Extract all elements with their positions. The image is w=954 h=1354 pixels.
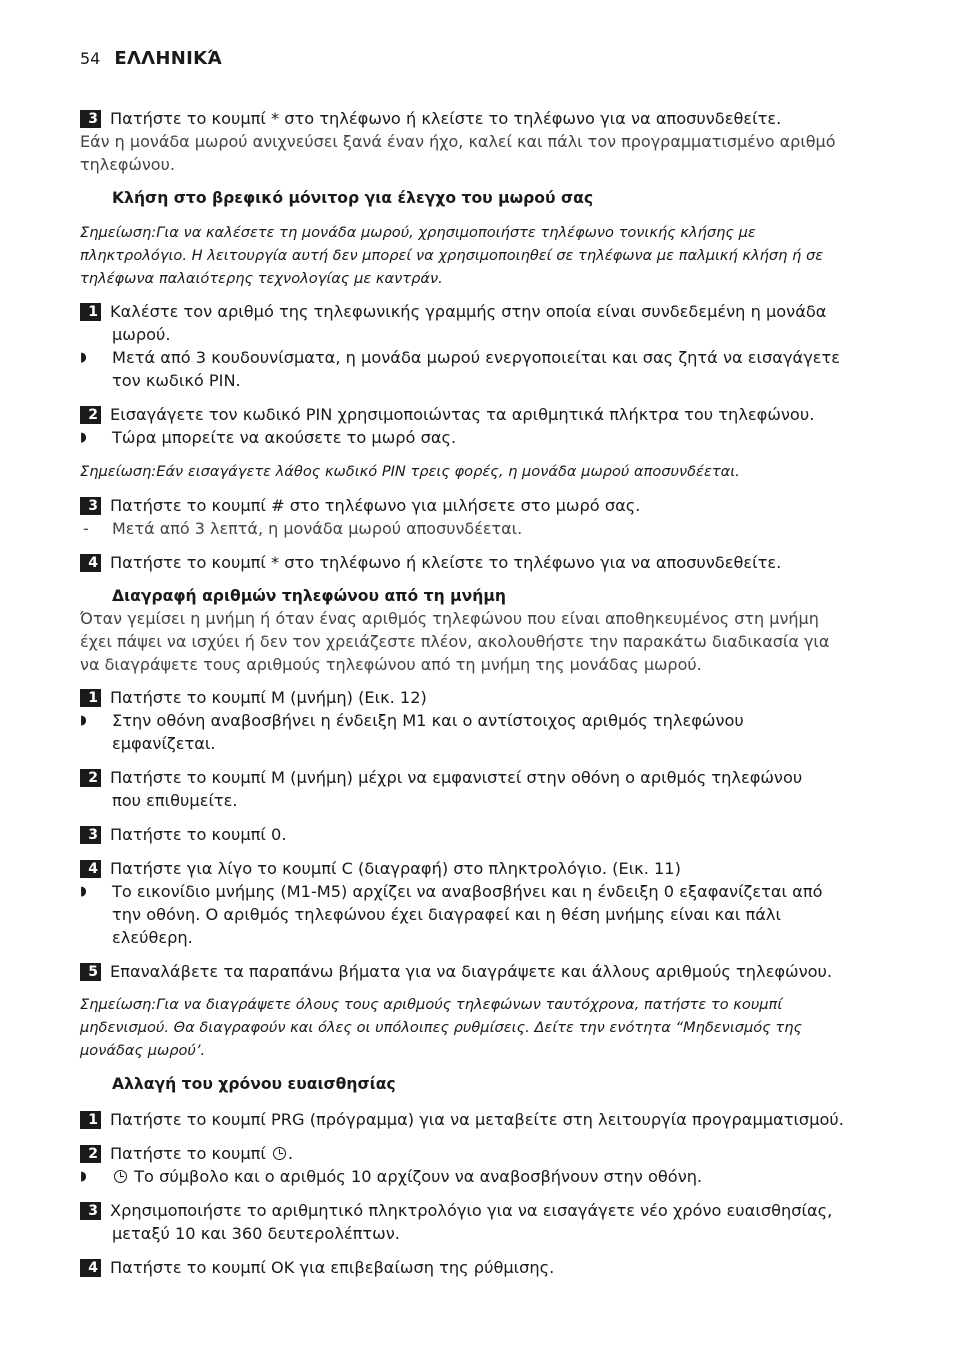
paragraph-line: να διαγράψετε τους αριθμούς τηλεφώνου από τη μνήμη της μονάδας μωρού. [80, 655, 702, 674]
step-text: Πατήστε το κουμπί * στο τηλέφωνο ή κλείστε το τηλέφωνο για να αποσυνδεθείτε. [110, 109, 782, 128]
call-step-4 [80, 551, 900, 574]
step-text: Πατήστε το κουμπί PRG (πρόγραμμα) για να μεταβείτε στη λειτουργία προγραμματισμού. [110, 1110, 844, 1129]
bullet-text: τον κωδικό PIN. [112, 371, 241, 390]
step-text: Πατήστε για λίγο το κουμπί C (διαγραφή) στο πληκτρολόγιο. (Εικ. 11) [110, 859, 681, 878]
step-text: μεταξύ 10 και 360 δευτερολέπτων. [112, 1224, 400, 1243]
step-text: Εισαγάγετε τον κωδικό PIN χρησιμοποιώντας τα αριθμητικά πλήκτρα του τηλεφώνου. [110, 405, 815, 424]
note-pin: Σημείωση:Εάν εισαγάγετε λάθος κωδικό PIN τρεις φορές, η μονάδα μωρού αποσυνδέεται. [80, 463, 740, 480]
delete-step-4 [80, 857, 900, 949]
dash-text: Μετά από 3 λεπτά, η μονάδα μωρού αποσυνδέεται. [112, 519, 523, 538]
call-step-2 [80, 403, 900, 449]
bullet-text: Το εικονίδιο μνήμης (M1-M5) αρχίζει να αναβοσβήνει και η ένδειξη 0 εξαφανίζεται από [112, 882, 823, 901]
note-delete-all [80, 993, 900, 1062]
step-text: Πατήστε το κουμπί [110, 1144, 266, 1163]
bullet-arrow-icon: ◗ [80, 884, 87, 899]
bullet-text: Μετά από 3 κουδουνίσματα, η μονάδα μωρού ενεργοποιείται και σας ζητά να εισαγάγετε [112, 348, 841, 367]
step-number-badge: 3 [80, 110, 101, 128]
step-number-badge: 1 [80, 303, 101, 321]
step-number-badge: 5 [80, 963, 101, 981]
section-heading-delete: Διαγραφή αριθμών τηλεφώνου από τη μνήμη [112, 587, 506, 605]
bullet-text: Στην οθόνη αναβοσβήνει η ένδειξη M1 και ο αντίστοιχος αριθμός τηλεφώνου [112, 711, 744, 730]
call-step-3 [80, 494, 900, 540]
paragraph-delete [80, 607, 900, 676]
step-number-badge: 4 [80, 554, 101, 572]
bullet-arrow-icon: ◗ [80, 350, 87, 365]
sens-step-2: 2 Πατήστε το κουμπί . ◗ Το σύμβολο και ο αριθμός 10 αρχίζουν να αναβοσβήνουν στην οθόνη. [80, 1142, 900, 1188]
step-3-top [80, 107, 900, 130]
step-text: Πατήστε το κουμπί M (μνήμη) μέχρι να εμφανιστεί στην οθόνη ο αριθμός τηλεφώνου [110, 768, 803, 787]
call-step-1 [80, 300, 900, 392]
delete-step-3 [80, 823, 900, 846]
dash-item [80, 517, 900, 540]
paragraph-line: Εάν η μονάδα μωρού ανιχνεύσει ξανά έναν ήχο, καλεί και πάλι τον προγραμματισμένο αριθμό [80, 132, 836, 151]
note-line: Σημείωση:Για να καλέσετε τη μονάδα μωρού, χρησιμοποιήστε τηλέφωνο τονικής κλήσης με [80, 224, 756, 241]
step-number-badge: 2 [80, 406, 101, 424]
note-line: μηδενισμού. Θα διαγραφούν και όλες οι υπόλοιπες ρυθμίσεις. Δείτε την ενότητα “Μηδενισμός της [80, 1019, 803, 1036]
delete-step-5 [80, 960, 900, 983]
result-bullet [80, 426, 900, 449]
step-number-badge: 2 [80, 1145, 101, 1163]
note-line: Σημείωση:Για να διαγράψετε όλους τους αριθμούς τηλεφώνων ταυτόχρονα, πατήστε το κουμπί [80, 996, 783, 1013]
result-bullet [80, 1165, 900, 1188]
delete-step-1 [80, 686, 900, 755]
step-text: Πατήστε το κουμπί # στο τηλέφωνο για μιλήσετε στο μωρό σας. [110, 496, 641, 515]
paragraph-line: Όταν γεμίσει η μνήμη ή όταν ένας αριθμός τηλεφώνου που είναι αποθηκευμένος στη μνήμη [80, 609, 819, 628]
result-bullet [80, 709, 900, 755]
note-call [80, 221, 900, 290]
result-bullet [80, 346, 900, 392]
step-text: Πατήστε το κουμπί 0. [110, 825, 287, 844]
bullet-text: την οθόνη. Ο αριθμός τηλεφώνου έχει διαγραφεί και η θέση μνήμης είναι και πάλι [112, 905, 781, 924]
sens-step-3 [80, 1199, 900, 1245]
language-title: ΕΛΛΗΝΙΚΆ [114, 48, 223, 69]
step-text: Πατήστε το κουμπί M (μνήμη) (Εικ. 12) [110, 688, 427, 707]
section-heading-call: Κλήση στο βρεφικό μόνιτορ για έλεγχο του μωρού σας [112, 189, 594, 207]
step-number-badge: 1 [80, 1111, 101, 1129]
bullet-text: εμφανίζεται. [112, 734, 216, 753]
bullet-arrow-icon: ◗ [80, 1169, 87, 1184]
bullet-text: Τώρα μπορείτε να ακούσετε το μωρό σας. [112, 428, 457, 447]
step-number-badge: 2 [80, 769, 101, 787]
delete-step-2 [80, 766, 900, 812]
step-number-badge: 4 [80, 860, 101, 878]
step-text: Επαναλάβετε τα παραπάνω βήματα για να διαγράψετε και άλλους αριθμούς τηλεφώνου. [110, 962, 833, 981]
section-heading-sensitivity: Αλλαγή του χρόνου ευαισθησίας [112, 1075, 396, 1093]
page-number: 54 [80, 49, 101, 68]
step-number-badge: 3 [80, 1202, 101, 1220]
paragraph-line: έχει πάψει να ισχύει ή δεν τον χρειάζεστε πλέον, ακολουθήστε την παρακάτω διαδικασία για [80, 632, 830, 651]
note-line: πληκτρολόγιο. Η λειτουργία αυτή δεν μπορεί να χρησιμοποιηθεί σε τηλέφωνα με παλμική κλήση ή σε [80, 247, 824, 264]
dash-marker: - [83, 519, 89, 538]
bullet-text: ελεύθερη. [112, 928, 193, 947]
sens-step-4 [80, 1256, 900, 1279]
step-number-badge: 3 [80, 497, 101, 515]
bullet-text: Το σύμβολο και ο αριθμός 10 αρχίζουν να αναβοσβήνουν στην οθόνη. [134, 1167, 703, 1186]
step-text: μωρού. [112, 325, 171, 344]
sens-step-1 [80, 1108, 900, 1131]
bullet-arrow-icon: ◗ [80, 430, 87, 445]
clock-icon [273, 1147, 286, 1160]
step-text: που επιθυμείτε. [112, 791, 238, 810]
step-number-badge: 3 [80, 826, 101, 844]
clock-icon [114, 1170, 127, 1183]
step-number-badge: 4 [80, 1259, 101, 1277]
page-header [80, 48, 222, 69]
step-number-badge: 1 [80, 689, 101, 707]
note-line: τηλέφωνα παλαιότερης τεχνολογίας με καντράν. [80, 270, 443, 287]
bullet-arrow-icon: ◗ [80, 713, 87, 728]
note-line: μονάδας μωρού’. [80, 1042, 206, 1059]
step-text: Καλέστε τον αριθμό της τηλεφωνικής γραμμής στην οποία είναι συνδεδεμένη η μονάδα [110, 302, 827, 321]
paragraph-redial [80, 130, 900, 176]
result-bullet [80, 880, 900, 949]
paragraph-line: τηλεφώνου. [80, 155, 175, 174]
step-text: Χρησιμοποιήστε το αριθμητικό πληκτρολόγιο για να εισαγάγετε νέο χρόνο ευαισθησίας, [110, 1201, 833, 1220]
step-text: Πατήστε το κουμπί * στο τηλέφωνο ή κλείστε το τηλέφωνο για να αποσυνδεθείτε. [110, 553, 782, 572]
step-text: Πατήστε το κουμπί OK για επιβεβαίωση της ρύθμισης. [110, 1258, 555, 1277]
